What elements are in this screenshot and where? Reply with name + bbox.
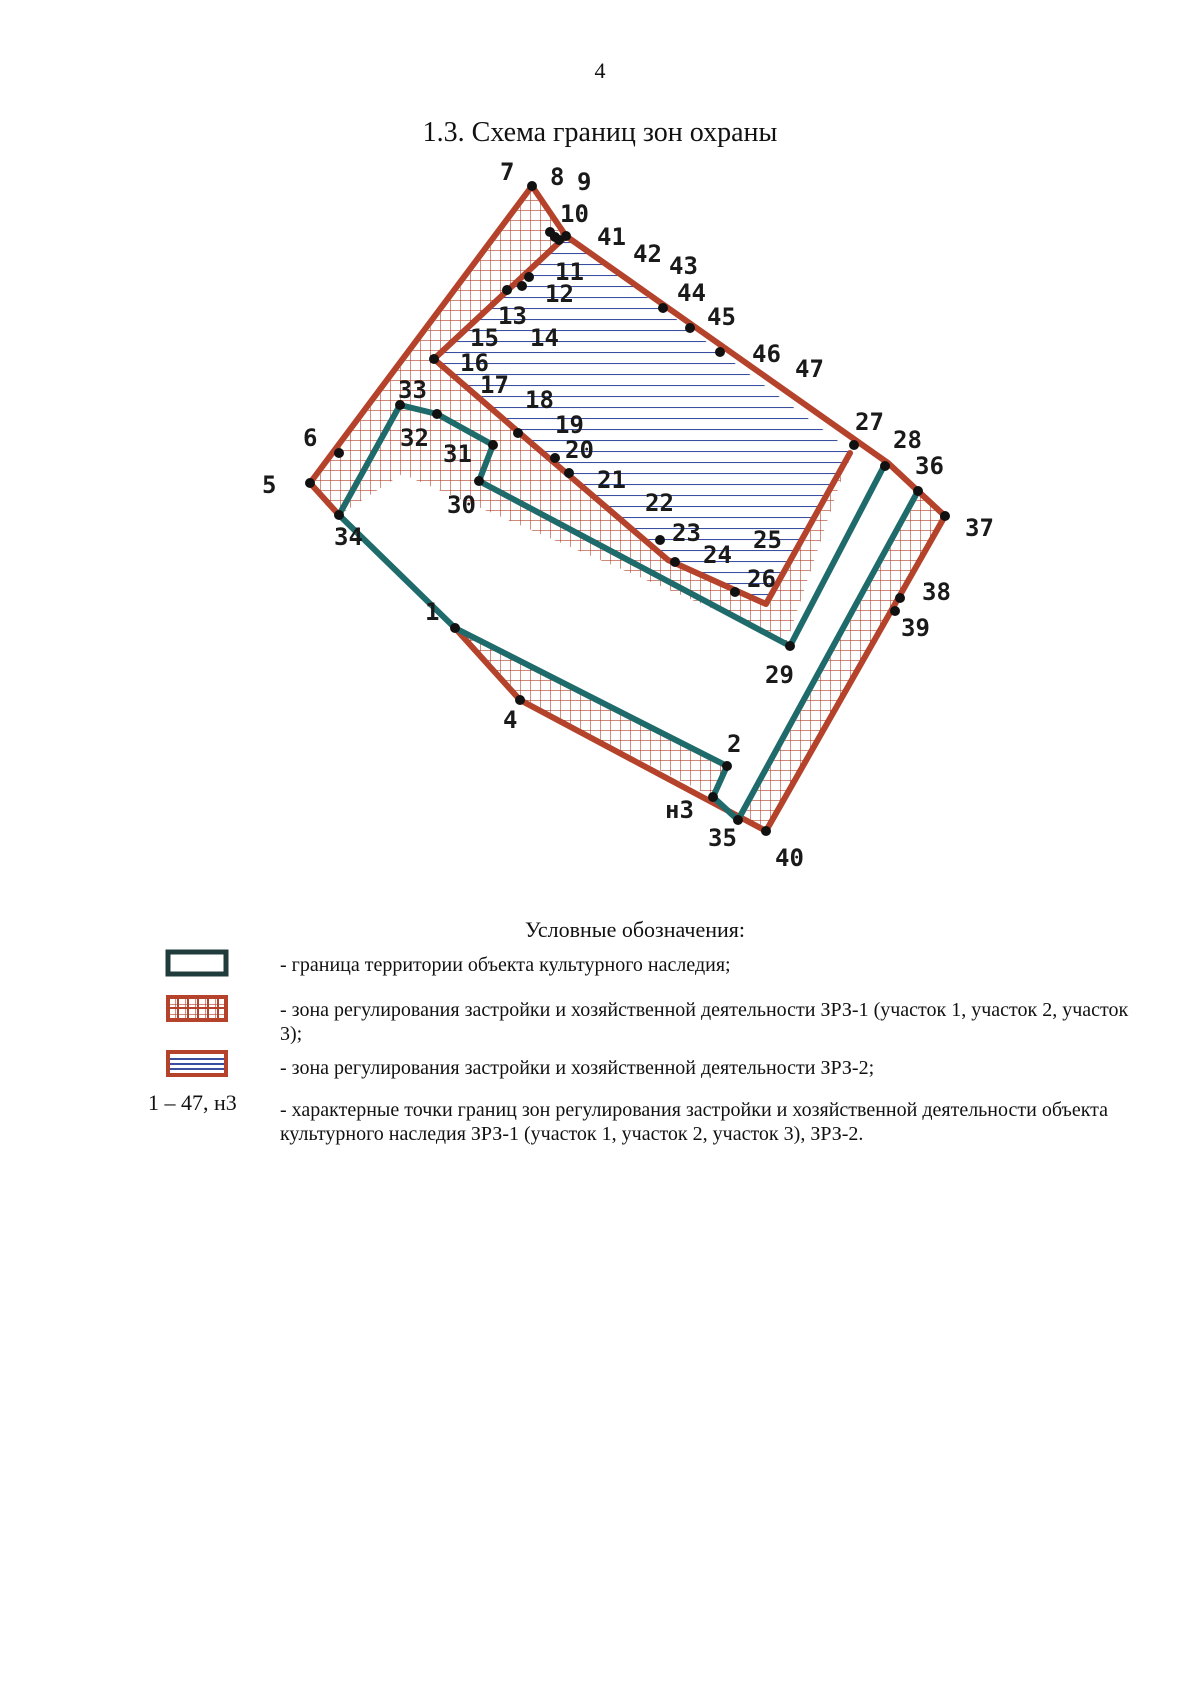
point-label: 6 — [303, 424, 318, 452]
point-label: 24 — [703, 541, 732, 569]
point-marker — [305, 478, 315, 488]
point-label: 36 — [915, 452, 944, 480]
point-marker — [913, 486, 923, 496]
point-marker — [429, 354, 439, 364]
point-marker — [708, 792, 718, 802]
zrz1-crosshatch-swatch — [165, 994, 229, 1024]
point-label: 4 — [503, 706, 518, 734]
point-marker — [474, 476, 484, 486]
legend-text-zrz2: - зона регулирования застройки и хозяйственной деятельности ЗРЗ-2; — [280, 1057, 875, 1079]
point-marker — [890, 606, 900, 616]
point-marker — [488, 440, 498, 450]
point-label: 41 — [597, 223, 626, 251]
point-marker — [517, 281, 527, 291]
point-label: 25 — [753, 526, 782, 554]
point-marker — [432, 409, 442, 419]
page-number: 4 — [594, 58, 606, 83]
point-label: 43 — [669, 252, 698, 280]
point-label: 17 — [480, 371, 509, 399]
points-range-label: 1 – 47, н3 — [148, 1090, 237, 1115]
point-marker — [895, 593, 905, 603]
point-label: 16 — [460, 349, 489, 377]
point-marker — [761, 826, 771, 836]
zrz1-zone-section-2 — [455, 628, 727, 797]
point-marker — [730, 587, 740, 597]
point-label: 14 — [530, 324, 559, 352]
legend-heading: Условные обозначения: — [524, 917, 746, 942]
point-label: 10 — [560, 200, 589, 228]
point-label: 13 — [498, 302, 527, 330]
territory-boundary-swatch — [165, 949, 229, 977]
point-marker — [524, 272, 534, 282]
point-label: 26 — [747, 565, 776, 593]
point-label: 40 — [775, 844, 804, 872]
point-label: 28 — [893, 426, 922, 454]
point-label: 22 — [645, 489, 674, 517]
point-label: 44 — [677, 279, 706, 307]
point-label: 12 — [545, 280, 574, 308]
point-label: 21 — [597, 466, 626, 494]
point-label: 9 — [577, 168, 592, 196]
point-marker — [849, 440, 859, 450]
point-label: 8 — [550, 163, 565, 191]
legend-text-zrz1: - зона регулирования застройки и хозяйственной деятельности ЗРЗ-1 (участок 1, участок 2, участок 3); — [280, 999, 1129, 1045]
point-label: 27 — [855, 408, 884, 436]
point-marker — [655, 535, 665, 545]
zrz2-hatch-swatch — [165, 1049, 229, 1079]
point-label: 30 — [447, 491, 476, 519]
point-label: н3 — [665, 796, 694, 824]
point-marker — [670, 557, 680, 567]
point-marker — [502, 285, 512, 295]
scheme-title: 1.3. Схема границ зон охраны — [422, 117, 778, 148]
point-label: 11 — [555, 258, 584, 286]
point-label: 5 — [262, 471, 277, 499]
point-label: 37 — [965, 514, 994, 542]
point-marker — [715, 347, 725, 357]
point-marker — [513, 428, 523, 438]
point-label: 42 — [633, 240, 662, 268]
point-label: 35 — [708, 824, 737, 852]
point-marker — [685, 323, 695, 333]
point-label: 46 — [752, 340, 781, 368]
point-marker — [334, 448, 344, 458]
point-label: 47 — [795, 355, 824, 383]
point-label: 18 — [525, 386, 554, 414]
point-marker — [450, 623, 460, 633]
point-marker — [940, 511, 950, 521]
point-label: 39 — [901, 614, 930, 642]
point-label: 2 — [727, 730, 742, 758]
point-marker — [334, 510, 344, 520]
point-label: 1 — [425, 598, 440, 626]
point-label: 34 — [334, 523, 363, 551]
legend-text-territory: - граница территории объекта культурного наследия; — [280, 954, 731, 976]
point-marker — [880, 461, 890, 471]
point-label: 23 — [672, 519, 701, 547]
point-label: 45 — [707, 303, 736, 331]
point-marker — [515, 695, 525, 705]
point-marker — [564, 468, 574, 478]
point-marker — [527, 181, 537, 191]
point-label: 20 — [565, 436, 594, 464]
point-label: 7 — [500, 158, 515, 186]
point-label: 29 — [765, 661, 794, 689]
point-label: 32 — [400, 424, 429, 452]
point-marker — [785, 641, 795, 651]
point-marker — [722, 761, 732, 771]
point-marker — [658, 303, 668, 313]
point-marker — [561, 231, 571, 241]
point-label: 15 — [470, 324, 499, 352]
legend-text-points: - характерные точки границ зон регулирования застройки и хозяйственной деятельности объекта культурного наследия ЗРЗ-1 (участок 1, участок 2, участок 3), ЗРЗ-2. — [280, 1099, 1109, 1145]
point-marker — [550, 453, 560, 463]
point-label: 31 — [443, 440, 472, 468]
point-label: 33 — [398, 376, 427, 404]
point-label: 38 — [922, 578, 951, 606]
point-label: 19 — [555, 411, 584, 439]
